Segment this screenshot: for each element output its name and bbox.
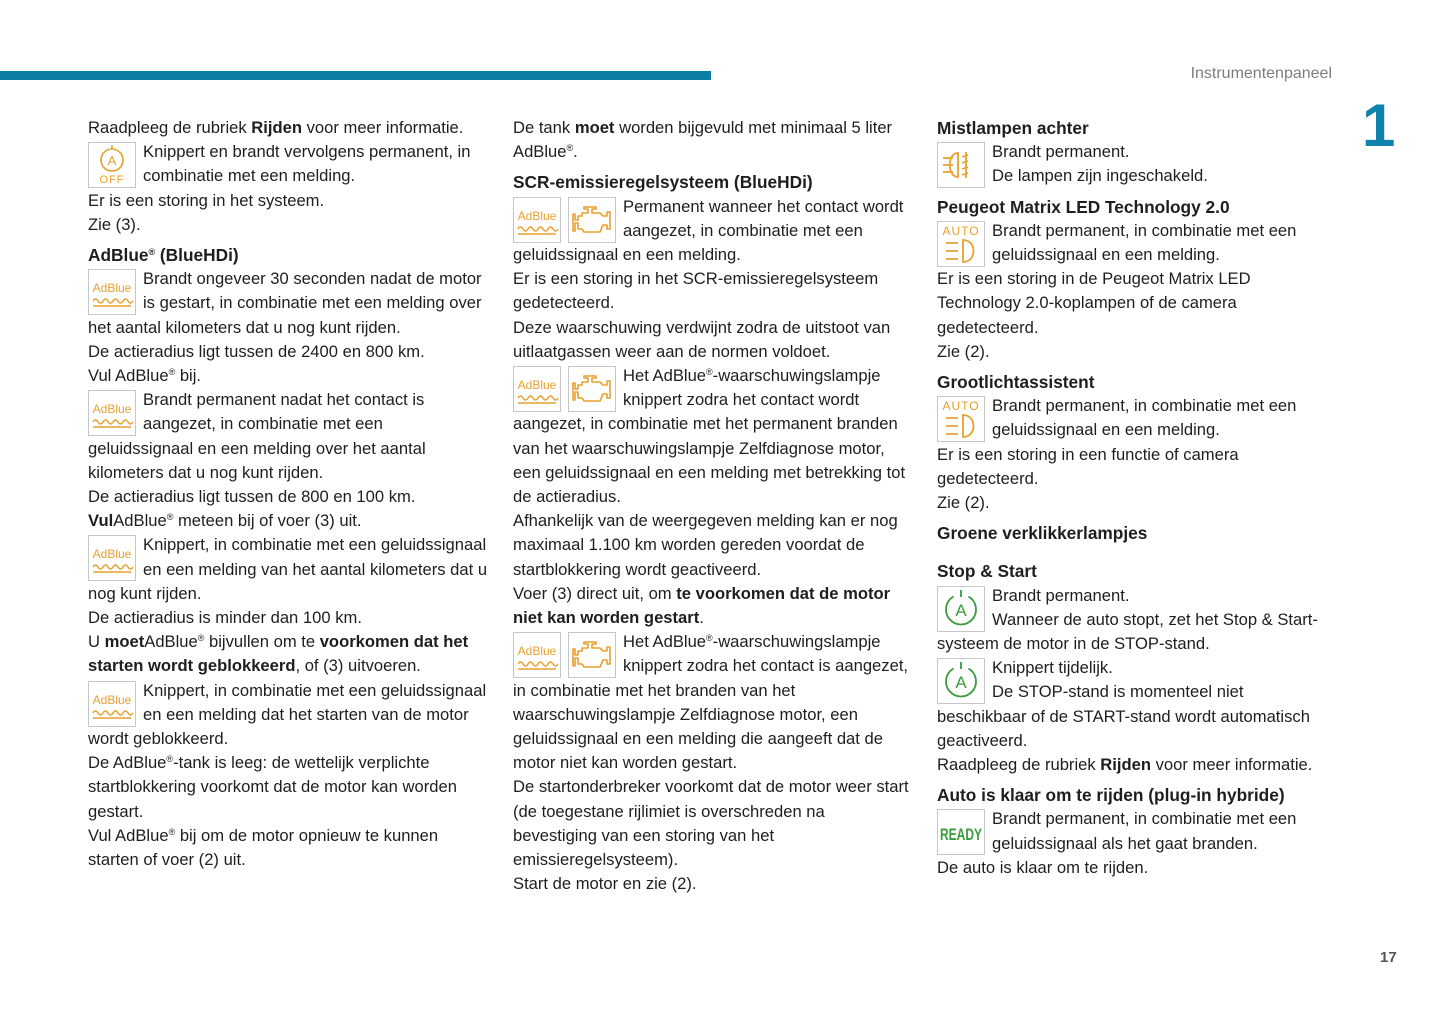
adblue-icon — [513, 197, 561, 243]
adblue-icon — [88, 535, 136, 581]
heading-ready: Auto is klaar om te rijden (plug-in hybride) — [937, 785, 1285, 806]
stop-start-icon — [937, 586, 985, 632]
engine-icon — [568, 632, 616, 678]
heading-green-indicators: Groene verklikkerlampjes — [937, 523, 1148, 544]
auto-headlamp-icon — [937, 221, 985, 267]
scr-warning-1: AdBlue Permanent wanneer het contact wordt aangezet, in combinatie met een geluidssignaal en een melding. — [513, 196, 904, 265]
header-accent-bar — [0, 71, 711, 80]
svg-text:AUTO: AUTO — [942, 223, 980, 238]
adblue-warning-3: AdBlue Knippert, in combinatie met een geluidssignaal en een melding van het aantal kilometers dat u nog kunt rijden. — [88, 535, 488, 603]
svg-text:AdBlue: AdBlue — [517, 378, 557, 393]
heading-adblue: AdBlue® (BlueHDi) — [88, 245, 239, 266]
engine-icon — [568, 197, 616, 243]
scr-warning-2: AdBlue Het AdBlue®-waarschuwingslampje knippert zodra het contact wordt aangezet, in combinatie met het permanent branden van het waarschuwingslampje Zelfdiagnose motor, een geluidssignaal en een melding met betrekking tot de actieradius. — [513, 366, 906, 507]
heading-high-beam-assist: Grootlichtassistent — [937, 372, 1095, 393]
auto-off-warning: A OFF Knippert en brandt vervolgens permanent, in combinatie met een melding. — [88, 140, 488, 188]
stop-start-indicator-2: A Knippert tijdelijk. De STOP-stand is momenteel niet beschikbaar of de START-stand wordt automatisch geactiveerd. — [937, 658, 1310, 750]
engine-icon — [568, 366, 616, 412]
auto-off-icon — [88, 142, 136, 188]
column-middle: De tank moet worden bijgevuld met minimaal 5 liter AdBlue®. SCR-emissieregelsysteem (BlueHDi) AdBlue Permanent wanneer het contact wordt aangezet, in combinatie met een geluidssignaal en een melding. Er is een storing in het SCR-emissieregelsysteem gedetecteerd. Deze waarschuwing verdwijnt zodra de uitstoot van uitlaatgassen weer aan de normen voldoet. AdBlue Het AdBlue®-waarschuwingslampje knippert zodra het contact wordt aangezet, in combinatie met het permanent branden van het waarschuwingslampje Zelfdiagnose motor, een geluidssignaal en een melding met betrekking tot de actieradius. Afhankelijk van de weergegeven melding kan er nog maximaal 1.100 km worden gereden voordat de startblokkering wordt geactiveerd. Voer (3) direct uit, om te voorkomen dat de motor niet kan worden gestart. AdBlue Het AdBlue®-waarschuwingslampje knippert zodra het contact is aangezet, in combinatie met het branden van het waarschuwingslampje Zelfdiagnose motor, een geluidssignaal en een melding die aangeeft dat de motor niet kan worden gestart. De startonderbreker voorkomt dat de motor weer start (de toegestane rijlimiet is overschreden na bevestiging van een storing van het emissieregelsysteem). Start de motor en zie (2). — [513, 116, 911, 897]
svg-text:AdBlue: AdBlue — [92, 692, 132, 707]
chapter-number: 1 — [1362, 92, 1396, 159]
adblue-icon — [88, 681, 136, 727]
adblue-warning-2: AdBlue Brandt permanent nadat het contact is aangezet, in combinatie met een geluidssignaal en een melding over het aantal kilometers dat u nog kunt rijden. — [88, 390, 426, 482]
svg-text:AdBlue: AdBlue — [517, 208, 557, 223]
svg-text:A: A — [107, 153, 117, 169]
adblue-icon — [513, 632, 561, 678]
auto-headlamp-icon — [937, 396, 985, 442]
paragraph: Raadpleeg de rubriek Rijden voor meer informatie. — [88, 118, 464, 137]
ready-icon — [937, 809, 985, 855]
section-title: Instrumentenpaneel — [1190, 65, 1332, 82]
column-left: Raadpleeg de rubriek Rijden voor meer informatie. A OFF Knippert en brandt vervolgens permanent, in combinatie met een melding. Er is een storing in het systeem. Zie (3). AdBlue® (BlueHDi) AdBlue Brandt ongeveer 30 seconden nadat de motor is gestart, in combinatie met een melding over het aantal kilometers dat u nog kunt rijden. De actieradius ligt tussen de 2400 en 800 km. Vul AdBlue® bij. AdBlue Brandt permanent nadat het contact is aangezet, in combinatie met een geluidssignaal en een melding over het aantal kilometers dat u nog kunt rijden. De actieradius ligt tussen de 800 en 100 km. VulAdBlue® meteen bij of voer (3) uit. AdBlue Knippert, in combinatie met een geluidssignaal en een melding van het aantal kilometers dat u nog kunt rijden. De actieradius is minder dan 100 km. U moetAdBlue® bijvullen om te voorkomen dat het starten wordt geblokkeerd, of (3) uitvoeren. AdBlue Knippert, in combinatie met een geluidssignaal en een melding dat het starten van de motor wordt geblokkeerd. De AdBlue®-tank is leeg: de wettelijk verplichte startblokkering voorkomt dat de motor kan worden gestart. Vul AdBlue® bij om de motor opnieuw te kunnen starten of voer (2) uit. — [88, 118, 488, 870]
stop-start-indicator-1: A Brandt permanent. Wanneer de auto stopt, zet het Stop & Start-systeem de motor in de STOP-stand. — [937, 585, 1318, 654]
scr-warning-3: AdBlue Het AdBlue®-waarschuwingslampje knippert zodra het contact is aangezet, in combinatie met het branden van het waarschuwingslampje Zelfdiagnose motor, een geluidssignaal en een melding die aangeeft dat de motor niet kan worden gestart. — [513, 632, 909, 773]
adblue-icon — [513, 366, 561, 412]
page-number: 17 — [1380, 949, 1397, 966]
rear-fog-lamp-icon — [937, 142, 985, 188]
svg-text:A: A — [955, 600, 967, 620]
svg-text:OFF: OFF — [99, 174, 125, 187]
fog-indicator: Brandt permanent. De lampen zijn ingeschakeld. — [937, 140, 1332, 188]
adblue-icon — [88, 390, 136, 436]
adblue-icon — [88, 269, 136, 315]
matrix-led-warning: AUTO Brandt permanent, in combinatie met een geluidssignaal en een melding. — [937, 219, 1332, 267]
svg-text:AdBlue: AdBlue — [92, 402, 132, 417]
svg-text:READY: READY — [940, 825, 983, 845]
svg-text:AdBlue: AdBlue — [92, 547, 132, 562]
adblue-warning-4: AdBlue Knippert, in combinatie met een geluidssignaal en een melding dat het starten van de motor wordt geblokkeerd. — [88, 680, 487, 749]
column-right: Mistlampen achter Brandt permanent. De lampen zijn ingeschakeld. Peugeot Matrix LED Technology 2.0 AUTO Brandt permanent, in combinatie met een geluidssignaal en een melding. Er is een storing in de Peugeot Matrix LED Technology 2.0-koplampen of de camera gedetecteerd. Zie (2). Grootlichtassistent AUTO Brandt permanent, in combinatie met een geluidssignaal en een melding. Er is een storing in een functie of camera gedetecteerd. Zie (2). Groene verklikkerlampjes Stop & Start A Brandt permanent. Wanneer de auto stopt, zet het Stop & Start-systeem de motor in de STOP-stand. A Knippert tijdelijk. De STOP-stand is momenteel niet beschikbaar of de START-stand wordt automatisch geactiveerd. Raadpleeg de rubriek Rijden voor meer informatie. Auto is klaar om te rijden (plug-in hybride) READY Brandt permanent, in combinatie met een geluidssignaal als het gaat branden. De auto is klaar om te rijden. — [937, 116, 1332, 880]
high-beam-assist-warning: AUTO Brandt permanent, in combinatie met een geluidssignaal en een melding. — [937, 394, 1332, 442]
heading-scr: SCR-emissieregelsysteem (BlueHDi) — [513, 172, 813, 193]
heading-fog: Mistlampen achter — [937, 118, 1089, 138]
heading-matrix: Peugeot Matrix LED Technology 2.0 — [937, 196, 1230, 217]
svg-text:AdBlue: AdBlue — [517, 644, 557, 659]
ready-indicator: READY Brandt permanent, in combinatie met een geluidssignaal als het gaat branden. — [937, 807, 1332, 855]
svg-text:A: A — [955, 673, 967, 693]
svg-text:AdBlue: AdBlue — [92, 281, 132, 296]
svg-text:AUTO: AUTO — [942, 399, 980, 414]
heading-stop-start: Stop & Start — [937, 561, 1037, 582]
adblue-warning-1: AdBlue Brandt ongeveer 30 seconden nadat de motor is gestart, in combinatie met een melding over het aantal kilometers dat u nog kunt rijden. — [88, 269, 482, 337]
stop-start-icon — [937, 658, 985, 704]
